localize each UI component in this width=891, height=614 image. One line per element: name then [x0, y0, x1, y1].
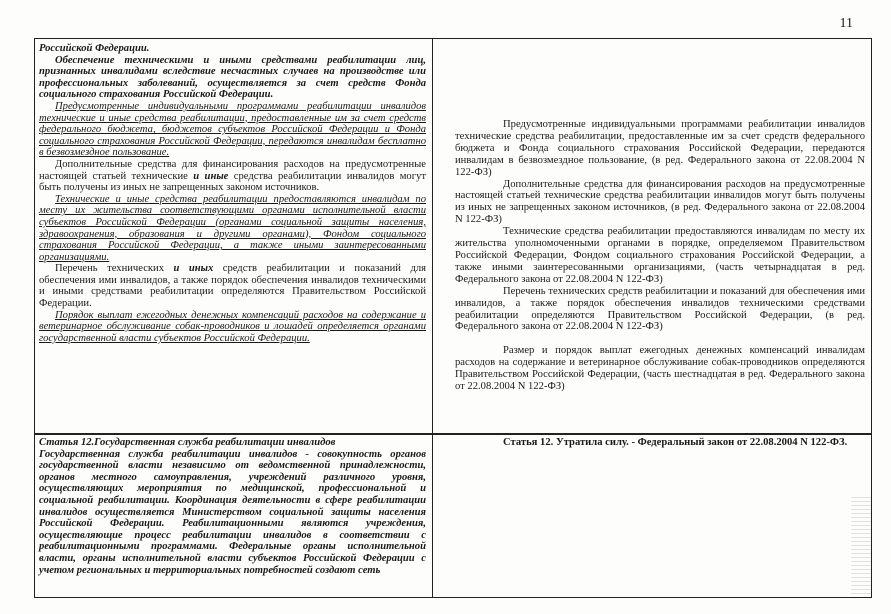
article-12-repealed: Статья 12. Утратила силу. - Федеральный закон от 22.08.2004 N 122-ФЗ. [503, 437, 848, 448]
right-top-para4: Перечень технических средств реабилитации и показаний для обеспечения ими инвалидов, а также порядок обеспечения инвалидов техническими средствами реабилитации определяются Правительством Российской Федерации, (в ред. Федерального закона от 22.08.2004 N 122-ФЗ) [455, 285, 865, 333]
left-top-para5 [39, 263, 426, 309]
article-12-heading: Статья 12.Государственная служба реабилитации инвалидов [39, 437, 336, 448]
left-top-para3-a: Дополнительные средства для финансирования расходов на предусмотренные настоящей статьей технические [39, 158, 426, 182]
new-text-cell-bottom [433, 435, 873, 599]
left-top-para2: Предусмотренные индивидуальными программами реабилитации инвалидов технические и иные средства реабилитации, предоставленные им за счет средств федерального бюджета, бюджетов субъектов Российской Федерации и Фонда социального страхования Российской Федерации, передаются инвалидам бесплатно в безвозмездное пользование. [39, 100, 426, 159]
left-top-para6: Порядок выплат ежегодных денежных компенсаций расходов на содержание и ветеринарное обслуживание собак-проводников и лошадей определяется органами государственной власти субъектов Российской Федерации. [39, 309, 426, 344]
new-text-cell-top [433, 39, 873, 433]
left-top-para4: Технические и иные средства реабилитации предоставляются инвалидам по месту их жительства соответствующими органами исполнительной власти субъектов Российской Федерации (органами социальной защиты населения, здравоохранения, образования и другими органами), Фондом социального страхования Российской Федерации, а также иными заинтересованными организациями. [39, 193, 426, 263]
right-top-para2: Дополнительные средства для финансирования расходов на предусмотренные настоящей статьей технические средства реабилитации инвалидов могут быть получены из иных не запрещенных законом источников, (в ред. Федерального закона от 22.08.2004 N 122-ФЗ) [455, 178, 865, 226]
old-text-cell-bottom [35, 435, 432, 599]
left-top-para5-b: средств реабилитации и показаний для обеспечения ими инвалидов, а также порядок обеспечения инвалидов техническими и иными средствами реабилитации определяются Правительством Российской Федерации. [39, 263, 426, 310]
scan-artifact [851, 494, 871, 594]
left-top-para3-bold: и иные [193, 170, 229, 182]
left-top-para5-a: Перечень технических [55, 263, 174, 275]
right-top-gap [455, 333, 865, 345]
comparison-table [34, 38, 872, 598]
right-top-spacer [455, 39, 865, 119]
right-top-para3: Технические средства реабилитации предоставляются инвалидам по месту их жительства уполномоченными органами в порядке, определяемом Правительством Российской Федерации, Фондом социального страхования Российской Федерации, а также иными заинтересованными организациями, (часть четырнадцатая в ред. Федерального закона от 22.08.2004 N 122-ФЗ) [455, 226, 865, 285]
left-top-para3-b: средства реабилитации инвалидов могут быть получены из иных не запрещенных законом источников. [39, 170, 426, 194]
page-number: 11 [839, 16, 853, 31]
article-12-body: Государственная служба реабилитации инвалидов - совокупность органов государственной власти независимо от ведомственной принадлежности, органов местного самоуправления, учреждений различного уровня, осуществляющих мероприятия по медицинской, профессиональной и социальной реабилитации. Координация деятельности в сфере реабилитации инвалидов осуществляется Министерством социальной защиты населения Российской Федерации. Реабилитационными являются учреждения, осуществляющие процесс реабилитации инвалидов в соответствии с реабилитационными программами. Федеральные органы исполнительной власти, органы исполнительной власти субъектов Российской Федерации с учетом региональных и территориальных потребностей создают сеть [39, 448, 426, 576]
right-top-para1: Предусмотренные индивидуальными программами реабилитации инвалидов технические средства реабилитации, предоставленные им за счет средств федерального бюджета и Фонда социального страхования Российской Федерации, передаются инвалидам в безвозмездное пользование, (в ред. Федерального закона от 22.08.2004 N 122-ФЗ) [455, 119, 865, 178]
right-top-para5: Размер и порядок выплат ежегодных денежных компенсаций инвалидам расходов на содержание и ветеринарное обслуживание собак-проводников определяются Правительством Российской Федерации, (часть шестнадцатая в ред. Федерального закона от 22.08.2004 N 122-ФЗ) [455, 345, 865, 393]
old-text-cell-top [35, 39, 432, 433]
left-top-para5-bold: и иных [173, 263, 214, 275]
left-top-line1: Российской Федерации. [39, 43, 150, 54]
left-top-para3 [39, 159, 426, 194]
left-top-para1: Обеспечение техническими и иными средствами реабилитации лиц, признанных инвалидами вследствие несчастных случаев на производстве или профессиональных заболеваний, осуществляется за счет средств Фонда социального страхования Российской Федерации. [39, 54, 426, 101]
